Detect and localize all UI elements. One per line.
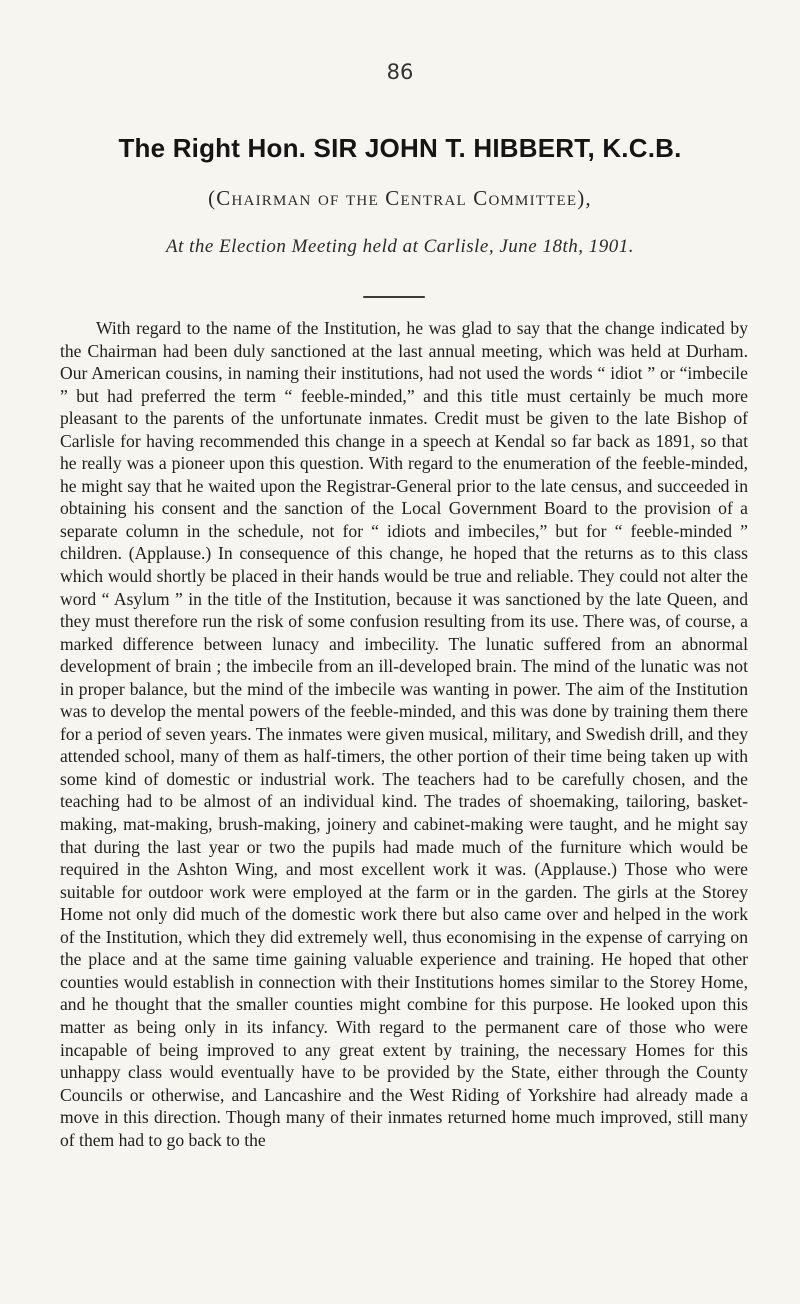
section-divider	[363, 296, 425, 298]
speaker-title: The Right Hon. SIR JOHN T. HIBBERT, K.C.B.	[118, 133, 682, 163]
speech-paragraph: With regard to the name of the Institution, he was glad to say that the change indicated by the Chairman had been duly sanctioned at the last annual meeting, which was held at Durham. Our American cousins, in naming their institutions, had not used the words “ idiot ” or “imbecile ” but had preferred the term “ feeble-minded,” and this title must certainly be much more pleasant to the parents of the unfortunate inmates. Credit must be given to the late Bishop of Carlisle for having recommended this change in a speech at Kendal so far back as 1891, so that he really was a pioneer upon this question. With regard to the enumeration of the feeble-minded, he might say that he waited upon the Registrar-General prior to the late census, and succeeded in obtaining his consent and the sanction of the Local Government Board to the provision of a separate column in the schedule, not for “ idiots and imbeciles,” but for “ feeble-minded ” children. (Applause.) In consequence of this change, he hoped that the returns as to this class which would shortly be placed in their hands would be true and reliable. They could not alter the word “ Asylum ” in the title of the Institution, because it was sanctioned by the late Queen, and they must therefore run the risk of some confusion resulting from its use. There was, of course, a marked difference between lunacy and imbecility. The lunatic suffered from an abnormal development of brain ; the imbecile from an ill-developed brain. The mind of the lunatic was not in proper balance, but the mind of the imbecile was wanting in power. The aim of the Institution was to develop the mental powers of the feeble-minded, and this was done by training them there for a period of seven years. The inmates were given musical, military, and Swedish drill, and they attended school, many of them as half-timers, the other portion of their time being taken up with some kind of domestic or industrial work. The teachers had to be carefully chosen, and the teaching had to be almost of an individual kind. The trades of shoemaking, tailoring, basket-making, mat-making, brush-making, joinery and cabinet-making were taught, and he might say that during the last year or two the pupils had made much of the furniture which would be required in the Ashton Wing, and most excellent work it was. (Applause.) Those who were suitable for outdoor work were employed at the farm or in the garden. The girls at the Storey Home not only did much of the domestic work there but also came over and helped in the work of the Institution, which they did extremely well, thus economising in the expense of carrying on the place and at the same time gaining valuable experience and training. He hoped that other counties would establish in connection with their Institutions homes similar to the Storey Home, and he thought that the smaller counties might combine for this purpose. He looked upon this matter as being only in its infancy. With regard to the permanent care of those who were incapable of being improved to any great extent by training, the necessary Homes for this unhappy class would eventually have to be provided by the State, either through the County Councils or otherwise, and Lancashire and the West Riding of Yorkshire had already made a move in this direction. Though many of their inmates returned home much improved, still many of them had to go back to the	[60, 318, 748, 1150]
meeting-occasion: At the Election Meeting held at Carlisle, June 18th, 1901.	[165, 236, 635, 257]
speaker-role: (Chairman of the Central Committee),	[208, 186, 592, 210]
page-number: 86	[386, 60, 414, 84]
